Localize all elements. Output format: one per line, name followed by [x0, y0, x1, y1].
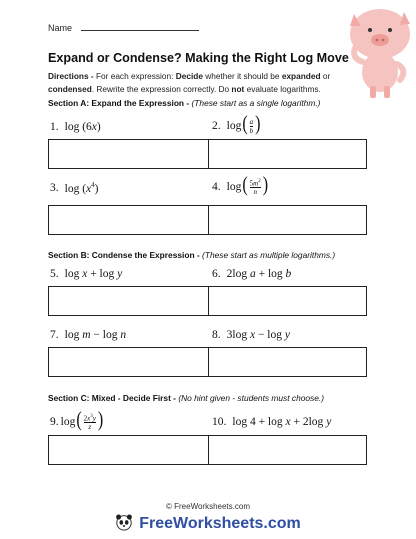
- problem-expression: log( $\frac{2x^3y}{z}$ ): [60, 409, 104, 432]
- problem-expression: log (6x): [64, 121, 101, 133]
- problem-number: 3.: [50, 182, 59, 194]
- directions-expanded: expanded: [281, 71, 321, 81]
- problem-number: 5.: [50, 268, 59, 280]
- directions-text: . Rewrite the expression correctly. Do: [91, 83, 232, 94]
- answer-cell-9[interactable]: [49, 436, 209, 464]
- problem-expression: log m − log n: [64, 329, 127, 341]
- problem-expression: 2log a + log b: [226, 268, 292, 280]
- section-b-title: [48, 250, 335, 260]
- section-b-heading: Section B: Condense the Expression -: [48, 250, 203, 260]
- section-a-heading: Section A: Expand the Expression -: [48, 98, 192, 108]
- problem-7: [50, 325, 126, 345]
- section-b-note: (These start as multiple logarithms.): [202, 250, 336, 260]
- section-c-heading: Section C: Mixed - Decide First -: [48, 393, 179, 403]
- problem-number: 4.: [212, 181, 221, 193]
- answer-box-row-1: [48, 139, 367, 169]
- answer-cell-2[interactable]: [207, 140, 366, 168]
- problem-1: [50, 117, 101, 137]
- answer-cell-4[interactable]: [207, 206, 366, 234]
- directions-text: whether it should be: [202, 71, 282, 81]
- directions-text: evaluate logarithms.: [244, 83, 321, 94]
- problem-number: 8.: [212, 329, 221, 341]
- answer-cell-7[interactable]: [49, 348, 209, 376]
- section-c-title: [48, 393, 324, 403]
- directions-decide: Decide: [175, 71, 203, 81]
- answer-box-row-3: [48, 286, 367, 316]
- answer-box-row-5: [48, 435, 367, 465]
- problem-6: [212, 264, 291, 284]
- answer-box-row-2: [48, 205, 367, 235]
- problem-2: [212, 114, 261, 138]
- answer-cell-1[interactable]: [49, 140, 209, 168]
- problem-9: [50, 409, 104, 435]
- problem-expression: log( $\frac{5m^2}{n}$ ): [226, 174, 269, 197]
- directions-not: not: [231, 83, 245, 94]
- answer-cell-5[interactable]: [49, 287, 209, 315]
- problem-number: 6.: [212, 268, 221, 280]
- name-label: Name: [48, 23, 73, 33]
- worksheet-title: Expand or Condense? Making the Right Log Move: [48, 51, 349, 65]
- directions: [48, 70, 368, 95]
- answer-cell-6[interactable]: [207, 287, 366, 315]
- problem-expression: log 4 + log x + 2log y: [232, 416, 332, 428]
- answer-cell-3[interactable]: [49, 206, 209, 234]
- answer-cell-8[interactable]: [207, 348, 366, 376]
- section-a-title: [48, 98, 320, 108]
- problem-number: 9.: [50, 416, 59, 428]
- problem-expression: 3log x − log y: [226, 329, 290, 341]
- problem-8: [212, 325, 290, 345]
- problem-number: 10.: [212, 416, 227, 428]
- answer-cell-10[interactable]: [207, 436, 366, 464]
- directions-condensed: condensed: [48, 83, 92, 94]
- answer-box-row-4: [48, 347, 367, 377]
- name-field: [48, 22, 199, 33]
- problem-expression: log x + log y: [64, 268, 123, 280]
- section-a-note: (These start as a single logarithm.): [191, 98, 321, 108]
- problem-3: [50, 178, 98, 198]
- directions-text: For each expression:: [95, 71, 176, 81]
- panda-logo-icon: [115, 513, 133, 531]
- name-blank-line[interactable]: [81, 22, 199, 31]
- footer-brand: [0, 513, 416, 533]
- footer-copyright: © FreeWorksheets.com: [166, 502, 250, 511]
- problem-number: 7.: [50, 329, 59, 341]
- footer-brand-text: FreeWorksheets.com: [139, 515, 301, 532]
- section-c-note: (No hint given - students must choose.): [178, 393, 325, 403]
- directions-lead: Directions -: [48, 71, 96, 81]
- problem-number: 2.: [212, 120, 221, 132]
- problem-5: [50, 264, 122, 284]
- problem-expression: $\log (x^4)$: [64, 181, 99, 195]
- problem-expression: log( $\frac{a}{b}$ ): [226, 113, 261, 136]
- problem-10: [212, 412, 331, 432]
- problem-number: 1.: [50, 121, 59, 133]
- problem-4: [212, 175, 269, 199]
- directions-text: or: [320, 71, 331, 81]
